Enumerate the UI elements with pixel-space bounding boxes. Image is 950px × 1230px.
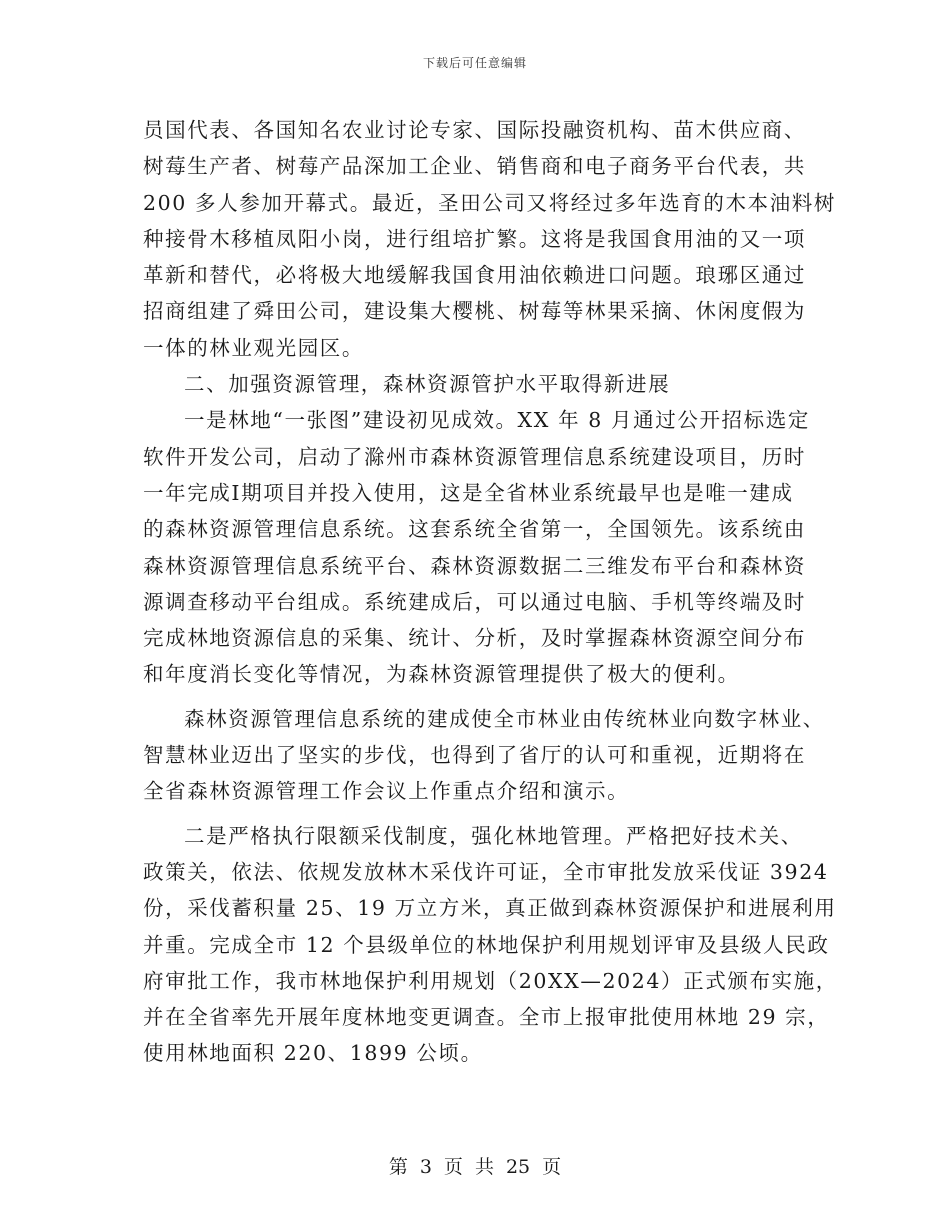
text-line: 一年完成Ⅰ期项目并投入使用，这是全省林业系统最早也是唯一建成 — [143, 480, 794, 505]
text-line: 源调查移动平台组成。系统建成后，可以通过电脑、手机等终端及时 — [143, 589, 806, 614]
total-pages-number: 25 — [505, 1156, 531, 1178]
footer-suffix: 页 — [542, 1156, 562, 1178]
current-page-number: 3 — [419, 1156, 432, 1178]
page-header-note: 下载后可任意编辑 — [422, 56, 527, 70]
text-line: 革新和替代，必将极大地缓解我国食用油依赖进口问题。琅琊区通过 — [143, 263, 806, 288]
text-line: 和年度消长变化等情况，为森林资源管理提供了极大的便利。 — [143, 662, 740, 687]
paragraph-spacer — [143, 693, 813, 701]
text-line: 树莓生产者、树莓产品深加工企业、销售商和电子商务平台代表，共 — [143, 154, 806, 179]
text-line: 200 多人参加开幕式。最近，圣田公司又将经过多年选育的木本油料树 — [143, 190, 836, 215]
text-line: 种接骨木移植凤阳小岗，进行组培扩繁。这将是我国食用油的又一项 — [143, 226, 806, 251]
text-line: 一是林地“一张图”建设初见成效。XX 年 8 月通过公开招标选定 — [184, 408, 810, 433]
footer-mid: 页 共 — [443, 1156, 494, 1178]
text-line: 全省森林资源管理工作会议上作重点介绍和演示。 — [143, 779, 630, 804]
text-line: 智慧林业迈出了坚实的步伐，也得到了省厅的认可和重视，近期将在 — [143, 743, 806, 768]
text-line: 一体的林业观光园区。 — [143, 335, 364, 360]
text-line: 使用林地面积 220、1899 公顷。 — [143, 1041, 483, 1066]
text-line: 的森林资源管理信息系统。这套系统全省第一，全国领先。该系统由 — [143, 517, 806, 542]
text-line: 森林资源管理信息系统的建成使全市林业由传统林业向数字林业、 — [184, 706, 825, 731]
text-line: 二是严格执行限额采伐制度，强化林地管理。严格把好技术关、 — [184, 823, 803, 848]
text-line: 软件开发公司，启动了滁州市森林资源管理信息系统建设项目，历时 — [143, 444, 806, 469]
text-line: 政策关，依法、依规发放林木采伐许可证，全市审批发放采伐证 3924 — [143, 859, 829, 884]
text-line: 府审批工作，我市林地保护利用规划（20XX—2024）正式颁布实施， — [143, 968, 838, 993]
text-line: 完成林地资源信息的采集、统计、分析，及时掌握森林资源空间分布 — [143, 626, 806, 651]
text-line: 并在全省率先开展年度林地变更调查。全市上报审批使用林地 29 宗， — [143, 1005, 830, 1030]
text-line: 森林资源管理信息系统平台、森林资源数据二三维发布平台和森林资 — [143, 553, 806, 578]
text-line: 招商组建了舜田公司，建设集大樱桃、树莓等林果采摘、休闲度假为 — [143, 299, 806, 324]
text-line: 员国代表、各国知名农业讨论专家、国际投融资机构、苗木供应商、 — [143, 118, 806, 142]
text-line: 份，采伐蓄积量 25、19 万立方米，真正做到森林资源保护和进展利用 — [143, 896, 837, 921]
document-body — [143, 112, 838, 1072]
page-footer — [0, 1152, 950, 1179]
text-line: 二、加强资源管理，森林资源管护水平取得新进展 — [184, 372, 671, 397]
footer-prefix: 第 — [388, 1156, 408, 1178]
text-line: 并重。完成全市 12 个县级单位的林地保护利用规划评审及县级人民政 — [143, 932, 830, 957]
paragraph-spacer — [143, 810, 813, 818]
